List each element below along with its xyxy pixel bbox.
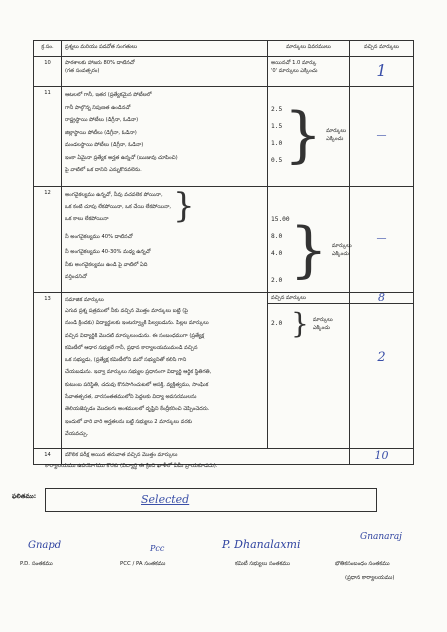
marks-value: 2.0 (271, 277, 283, 284)
question-line: పై వాటిలో ఒక దానిని ఎన్నుకొనవలెను. (65, 167, 142, 173)
awarded-mark: — (376, 233, 387, 244)
brace-icon: } (283, 100, 323, 170)
signature-mark: Gnanaraj (360, 532, 402, 542)
question-line: ఎగువ ప్రశ్న పత్రములో నీకు వచ్చిన మొత్తం మార్కులు బట్టి (పై (65, 308, 188, 314)
row-awarded (350, 87, 414, 187)
table-row (34, 187, 414, 293)
question-line: ఇందులో వారి వారి అర్హతలను బట్టి సభ్యులు 2 మార్కులు వరకు (65, 418, 193, 425)
row-question (62, 57, 268, 87)
awarded-mark: 1 (376, 61, 387, 80)
row-question (62, 293, 268, 449)
marks-value: 0.5 (271, 157, 283, 164)
question-line: నుండి క్రిందకు) విద్యార్థులకు ఇంటర్వ్యూకి పిల్వబడును. పిల్లల మార్కులు (65, 320, 209, 327)
row-marks-details (268, 57, 350, 87)
office-subtitle: (ప్రధాన కార్యాలయము) (345, 575, 395, 581)
awarded-mark-top: 8 (350, 293, 413, 304)
awarded-mark: — (376, 130, 387, 141)
row-question (62, 87, 268, 187)
header-awarded: వచ్చిన మార్కులు (350, 41, 414, 57)
question-line: నీ అంగవైకల్యము 40-30% మధ్య ఉన్నచో (65, 249, 151, 255)
row-awarded (350, 187, 414, 293)
question-line: ఒక కాలు లేకపోయినా (65, 216, 109, 222)
row-serial: 11 (34, 87, 62, 187)
marks-value: 1.0 (271, 140, 283, 147)
signature-label: P.D. సంతకము (20, 561, 53, 567)
marks-value: 8.0 (271, 233, 283, 240)
question-line: కమిటీలో ఆధార సభ్యులే గానీ, ప్రధాన కార్యాలయముమండి వచ్చిన (65, 344, 198, 351)
marks-line: '0' మార్కులు ఎక్కించు (271, 68, 318, 74)
marks-line: అయినచో 1.0 మార్కు (271, 60, 317, 66)
question-line: నీ అంగవైకల్యము 40% దాటినచో (65, 234, 133, 240)
row-marks-details (268, 293, 350, 449)
table-header-row (34, 41, 414, 57)
awarded-mark: 10 (374, 449, 389, 462)
question-line: రాష్ట్రస్థాయి పోటీలు (డిగ్రీనా, ఓడినా) (65, 117, 139, 123)
brace-icon: } (289, 215, 328, 285)
result-value: Selected (141, 493, 190, 506)
row-serial: 13 (34, 293, 62, 449)
result-box (45, 488, 377, 512)
question-line: కుటుంబ పరిస్థితి, చదువు కొనసాగించుటలో ఆసక్తి, వ్యక్తిత్వము, సాంఘిక (65, 381, 209, 388)
question-line: మౌలిక పరీక్ష అయిన తరువాత వచ్చిన మొత్తం మార్కులు (65, 452, 178, 458)
row-serial: 14 (34, 449, 62, 465)
signature-mark: P. Dhanalaxmi (222, 538, 301, 551)
marks-table (33, 40, 414, 465)
marks-label: మార్కులు (331, 243, 352, 249)
question-line: పాఠశాలకు హాజరు 80% దాటినచో (65, 60, 135, 66)
signature-label: భౌతికసంబంధం సంతకము (335, 561, 390, 567)
header-questions: ప్రశ్నలు మరియు పదవోత సంగతులు (62, 41, 268, 57)
question-line: చేయబడును. ఇవ్వా మార్కులు సభ్యుల ప్రధానంగా విద్యార్థి ఆర్థిక స్థితిగతి, (65, 369, 212, 376)
question-line: మండలస్థాయి పోటీలు (డిగ్రీనా, ఓడినా) (65, 142, 144, 148)
brace-icon: } (173, 186, 195, 226)
question-line: (గత సంవత్సరం) (65, 68, 100, 74)
question-line: ఒక సభ్యుడు, (ప్రత్యేక్ష కమిటీలోని మరో సభ్యునితో కలిసి గాని (65, 357, 187, 364)
row-awarded (350, 449, 414, 465)
marks-label: ఎక్కించు (331, 251, 349, 257)
question-line: సేవాతత్పరత, వారసంతతములోని పెద్దలకు విద్యా అవసరములను (65, 394, 197, 401)
row-serial: 10 (34, 57, 62, 87)
row-question (62, 187, 268, 293)
question-line: గానీ పాల్గొన్న నిపుణత ఉండినచో (65, 104, 131, 111)
table-row (34, 293, 414, 449)
signature-mark: Gnapd (28, 540, 62, 551)
marks-value: 2.0 (271, 320, 283, 327)
question-line: ఇంకా ఏమైనా ప్రత్యేక అర్హత ఉన్నచో (ఋజువు చూపించి) (65, 154, 178, 161)
marks-label: ఎక్కించు (326, 136, 344, 142)
marks-value: 15.00 (271, 216, 290, 223)
office-use-note: కార్యాలయము ఉపయోగము కొరకు (విద్యార్థి ఈ క్రింది ఖాళీలో ఏమీ వ్రాయకూడదు). (45, 463, 218, 469)
question-line: వచ్చిన విద్యార్థికి మొదటి మార్కులుండును. ఈ సంబంధముగా (ప్రత్యేక్ష (65, 332, 205, 339)
marks-value: 1.5 (271, 123, 283, 130)
question-line: ఆటలలో గానీ, ఇతర (ప్రత్యేకమైన పోటీలలో (65, 92, 152, 98)
marks-value: 2.5 (271, 106, 283, 113)
question-title: సమాజిక మార్కులు (65, 297, 104, 303)
awarded-mark: 2 (377, 350, 386, 365)
row-serial: 12 (34, 187, 62, 293)
table-row (34, 87, 414, 187)
result-label: ఫలితము: (12, 493, 37, 500)
question-line: అంగవైకల్యము ఉన్నచో, నీవు వచవలెక పోయినా, (65, 192, 163, 198)
question-line: తెలియజెప్పడం మొదలగు అంశములలో దృష్టిని కేంద్రీకరించి చెప్పించెదరు. (65, 406, 210, 413)
awarded-subheader: వచ్చిన మార్కులు (268, 293, 349, 304)
question-line: జిల్లాస్థాయి పోటీలు (డిగ్రీనా, ఓడినా) (65, 129, 137, 136)
marks-value: 4.0 (271, 250, 283, 257)
question-line: వేయవచ్చు. (65, 430, 89, 437)
question-line: ఒక కంటి చూపు లేకపోయినా, ఒక చేయి లేకపోయినా, (65, 204, 172, 210)
table-row (34, 57, 414, 87)
marks-label: మార్కులు (326, 128, 346, 134)
row-marks-details (268, 187, 350, 293)
signature-label: కమిటీ సభ్యులు సంతకము (235, 561, 290, 567)
signature-label: PCC / PA సంతకము (120, 561, 166, 567)
signature-mark: Pcc (150, 544, 165, 553)
brace-icon: } (291, 307, 309, 340)
marks-label: ఎక్కించు (312, 325, 330, 331)
row-awarded (350, 57, 414, 87)
row-awarded (350, 293, 414, 449)
marks-label: మార్కులు (312, 317, 333, 323)
row-marks-details (268, 87, 350, 187)
question-line: నీకు అంగవైకల్యము ఉండి పై వాటిలో ఏది (65, 262, 148, 268)
question-line: వర్తించనిచో (65, 274, 87, 280)
header-serial: క్ర.సం. (34, 41, 62, 57)
header-marks-details: మార్కులు వివరములు (268, 41, 350, 57)
